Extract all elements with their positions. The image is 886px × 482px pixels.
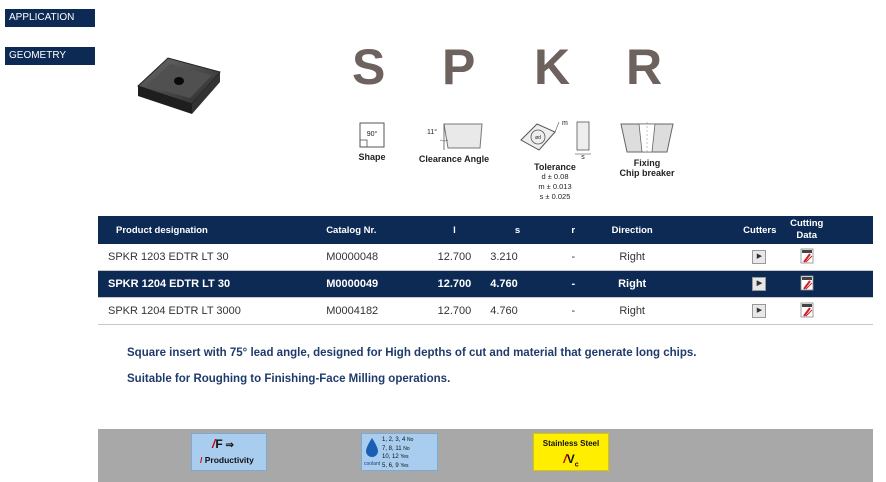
iso-code-letters xyxy=(346,38,676,95)
cell-cutting-data xyxy=(780,244,833,271)
coolant-drop-icon xyxy=(365,437,379,459)
coolant-answer: Yes xyxy=(400,462,409,469)
cell-r: - xyxy=(545,298,602,325)
cell-cutting-data xyxy=(780,271,833,298)
coolant-row xyxy=(382,462,438,471)
table-row-selected[interactable] xyxy=(98,271,873,298)
coolant-table xyxy=(382,436,438,470)
cell-catalog: M0004182 xyxy=(326,298,419,325)
cell-cutters xyxy=(663,298,781,325)
table-row[interactable] xyxy=(98,244,873,271)
cell-l: 12.700 xyxy=(419,271,491,298)
material-box xyxy=(533,433,609,471)
fixing-label: Fixing xyxy=(633,158,661,168)
coolant-box xyxy=(361,433,438,471)
cutting-data-icon[interactable] xyxy=(800,248,814,264)
tolerance-icon xyxy=(515,118,595,162)
coolant-codes: 5, 6, 9 xyxy=(382,462,399,469)
chip-breaker-label: Chip breaker xyxy=(619,168,675,178)
clearance-diagram xyxy=(414,120,494,164)
fixing-hole-icon xyxy=(617,120,677,156)
coolant-answer: Yes xyxy=(400,454,409,460)
col-catalog: Catalog Nr. xyxy=(326,216,419,244)
col-l: l xyxy=(419,216,491,244)
cell-s: 4.760 xyxy=(490,271,545,298)
cutting-data-icon[interactable] xyxy=(800,302,814,318)
col-designation: Product designation xyxy=(98,216,326,244)
description-line-2: Suitable for Roughing to Finishing-Face Milling operations. xyxy=(127,373,451,385)
feed-arrow-icon: / xyxy=(212,437,216,451)
col-direction: Direction xyxy=(602,216,663,244)
coolant-row xyxy=(382,436,438,445)
col-spacer xyxy=(833,216,873,244)
svg-text:90°: 90° xyxy=(366,131,378,138)
material-label: Stainless Steel xyxy=(542,439,600,448)
cell-r: - xyxy=(545,271,602,298)
productivity-feed xyxy=(212,437,234,451)
cell-cutters xyxy=(663,244,781,271)
insert-image xyxy=(132,48,224,120)
fixing-diagram xyxy=(612,120,682,178)
vc-label: V xyxy=(566,452,575,466)
cell-l: 12.700 xyxy=(419,244,491,271)
table-header-row xyxy=(98,216,873,244)
cell-cutters xyxy=(663,271,781,298)
tolerance-label: Tolerance xyxy=(534,162,576,172)
cell-spacer xyxy=(833,244,873,271)
svg-text:m: m xyxy=(562,120,568,127)
cutting-speed xyxy=(534,452,608,468)
cell-r: - xyxy=(545,244,602,271)
coolant-answer: No xyxy=(403,445,410,452)
cell-s: 4.760 xyxy=(490,298,545,325)
coolant-codes: 10, 12 xyxy=(382,454,399,460)
tolerance-line-d: d ± 0.08 xyxy=(541,172,569,181)
productivity-label: Productivity xyxy=(204,455,254,465)
description-line-1: Square insert with 75° lead angle, designed for High depths of cut and material that generate long chips. xyxy=(127,347,697,359)
svg-text:s: s xyxy=(581,154,585,161)
coolant-row xyxy=(382,453,438,462)
cell-designation: SPKR 1204 EDTR LT 3000 xyxy=(98,298,326,325)
cell-s: 3.210 xyxy=(490,244,545,271)
tolerance-diagram xyxy=(512,118,598,202)
coolant-codes: 1, 2, 3, 4 xyxy=(382,437,406,443)
col-cutting-data xyxy=(780,216,833,244)
feed-label: F xyxy=(215,437,223,451)
clearance-label: Clearance Angle xyxy=(418,154,490,164)
code-letter-shape: S xyxy=(352,39,386,95)
vc-subscript: c xyxy=(574,461,579,469)
cell-designation: SPKR 1204 EDTR LT 30 xyxy=(98,271,326,298)
cell-cutting-data xyxy=(780,298,833,325)
coolant-row xyxy=(382,445,438,454)
speed-arrow-icon: / xyxy=(563,452,567,466)
col-r: r xyxy=(545,216,602,244)
product-table xyxy=(98,216,873,325)
tolerance-line-m: m ± 0.013 xyxy=(538,182,572,191)
tab-geometry[interactable]: GEOMETRY xyxy=(5,47,95,65)
cell-designation: SPKR 1203 EDTR LT 30 xyxy=(98,244,326,271)
cutters-play-icon[interactable]: ▶ xyxy=(752,277,766,291)
tolerance-line-s: s ± 0.025 xyxy=(539,192,571,201)
code-letter-clearance: P xyxy=(442,39,476,95)
shape-label: Shape xyxy=(358,152,386,162)
svg-text:11°: 11° xyxy=(426,129,438,136)
shape-diagram xyxy=(350,120,394,162)
cell-direction: Right xyxy=(602,298,663,325)
cell-spacer xyxy=(833,271,873,298)
footer-bar xyxy=(98,429,873,482)
clearance-angle-icon xyxy=(422,120,486,152)
cell-catalog: M0000048 xyxy=(326,244,419,271)
coolant-answer: No xyxy=(407,437,414,443)
coolant-codes: 7, 8, 11 xyxy=(382,445,402,452)
productivity-arrow-icon: / xyxy=(200,455,205,465)
right-arrow-icon: ⇒ xyxy=(222,440,234,451)
col-cutting-label-1: Cutting xyxy=(790,218,824,229)
code-letter-fixing: R xyxy=(626,39,663,95)
coolant-label: coolant xyxy=(364,461,381,467)
cell-direction: Right xyxy=(602,244,663,271)
cell-direction: Right xyxy=(602,271,663,298)
cutters-play-icon[interactable]: ▶ xyxy=(752,304,766,318)
svg-text:ød: ød xyxy=(535,135,541,141)
cell-catalog: M0000049 xyxy=(326,271,419,298)
col-s: s xyxy=(490,216,545,244)
col-cutting-label-2: Data xyxy=(796,230,817,241)
productivity-box xyxy=(191,433,267,471)
tab-application[interactable]: APPLICATION xyxy=(5,9,95,27)
productivity-text xyxy=(200,455,254,465)
cell-spacer xyxy=(833,298,873,325)
col-cutters: Cutters xyxy=(663,216,781,244)
cutting-data-icon[interactable] xyxy=(800,275,814,291)
cutters-play-icon[interactable]: ▶ xyxy=(752,250,766,264)
cell-l: 12.700 xyxy=(419,298,491,325)
code-letter-tolerance: K xyxy=(534,39,571,95)
square-shape-icon xyxy=(357,120,387,150)
table-row[interactable] xyxy=(98,298,873,325)
